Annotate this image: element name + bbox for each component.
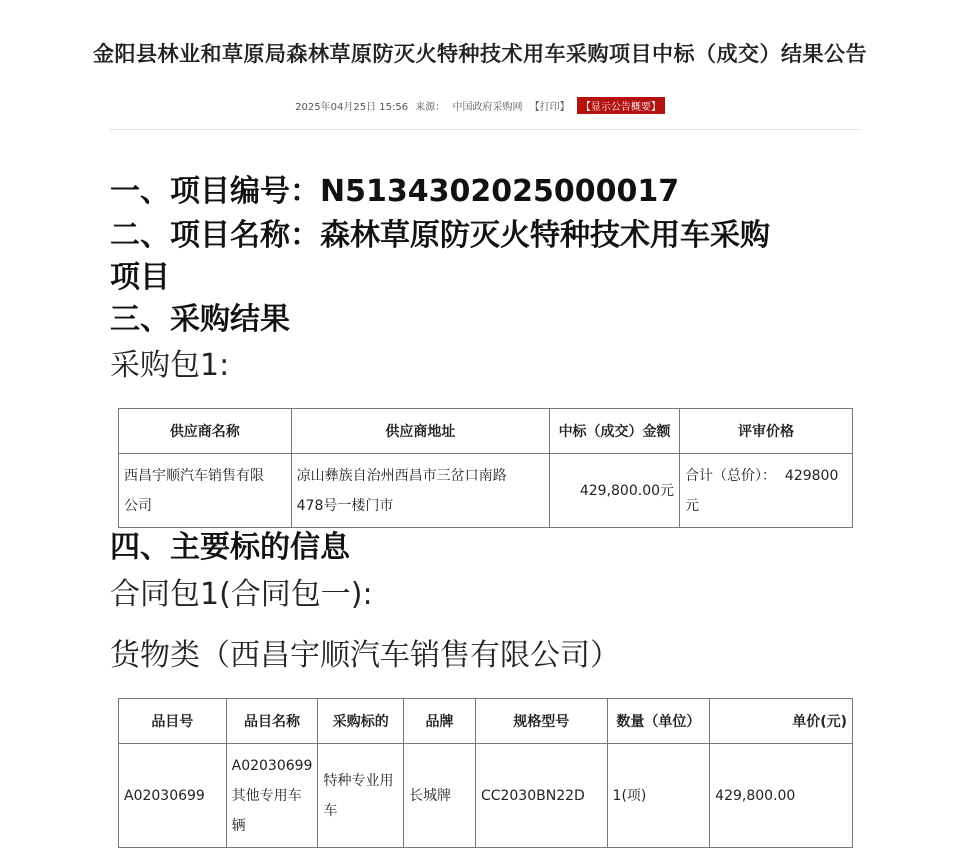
header-quantity: 数量（单位） [607,699,710,744]
announcement-title: 金阳县林业和草原局森林草原防灭火特种技术用车采购项目中标（成交）结果公告 [93,42,867,66]
source-label: 来源： [415,102,446,113]
item-no-cell: A02030699 [119,744,227,848]
item-name-line: 其他专用车 [231,787,302,804]
bid-amount-cell: 429,800.00元 [550,454,680,528]
project-name-heading-cont: 项目 [110,260,170,295]
header-supplier-name: 供应商名称 [119,409,292,454]
supplier-name-line: 公司 [124,497,152,514]
contract-package-label: 合同包1(合同包一): [110,577,373,612]
table-row [119,454,853,528]
header-supplier-address: 供应商地址 [291,409,549,454]
project-number-heading: 一、项目编号：N5134302025000017 [110,174,680,209]
unit-price-cell: 429,800.00 [710,744,853,848]
show-overview-button[interactable]: 【显示公告概要】 [577,97,665,114]
header-procurement-target: 采购标的 [318,699,404,744]
table-header-row [119,409,853,454]
goods-category-label: 货物类（西昌宇顺汽车销售有限公司） [110,638,620,673]
print-link[interactable]: 【打印】 [529,102,570,113]
header-review-price: 评审价格 [680,409,853,454]
procurement-result-heading: 三、采购结果 [110,302,290,337]
review-price-line: 元 [685,497,700,514]
table-row [119,744,853,848]
goods-table [118,698,853,848]
header-model: 规格型号 [475,699,607,744]
supplier-address-cell [291,454,549,528]
brand-cell: 长城牌 [404,744,476,848]
announcement-meta [0,97,960,114]
header-bid-amount: 中标（成交）金额 [550,409,680,454]
project-name-heading: 二、项目名称：森林草原防灭火特种技术用车采购 [110,218,770,253]
header-unit-price: 单价(元) [710,699,853,744]
supplier-address-line: 凉山彝族自治州西昌市三岔口南路 [296,467,507,484]
header-brand: 品牌 [404,699,476,744]
review-price-cell [680,454,853,528]
main-info-heading: 四、主要标的信息 [110,530,350,565]
procurement-target-line: 特种专业用 [323,772,394,789]
item-name-line: A02030699 [231,757,313,774]
procurement-target-line: 车 [323,802,338,819]
procurement-target-cell [318,744,404,848]
supplier-name-cell [119,454,292,528]
source-name: 中国政府采购网 [452,102,523,113]
header-divider [110,129,860,130]
header-item-name: 品目名称 [226,699,318,744]
quantity-cell: 1(项) [607,744,710,848]
model-cell: CC2030BN22D [475,744,607,848]
supplier-name-line: 西昌宇顺汽车销售有限 [124,467,264,484]
item-name-cell [226,744,318,848]
supplier-address-line: 478号一楼门市 [296,497,394,514]
publish-datetime: 2025年04月25日 15:56 [295,102,409,113]
result-table [118,408,853,528]
review-price-line: 合计（总价）： 429800 [685,467,839,484]
item-name-line: 辆 [231,817,246,834]
table-header-row [119,699,853,744]
package-label: 采购包1: [110,348,230,383]
header-item-no: 品目号 [119,699,227,744]
